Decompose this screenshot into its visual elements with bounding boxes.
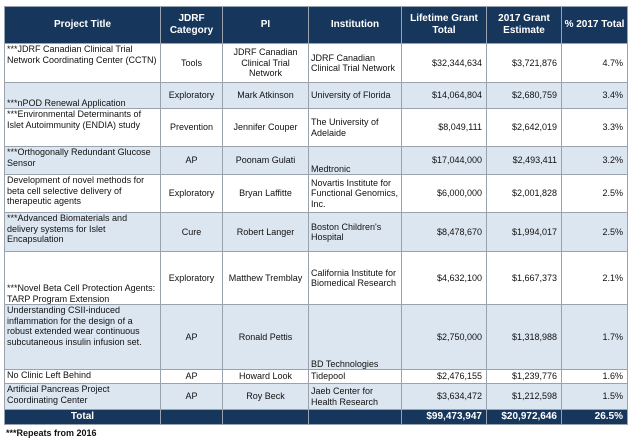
cell-title: Artificial Pancreas Project Coordinating Center <box>5 384 161 410</box>
cell-title: ***Advanced Biomaterials and delivery systems for Islet Encapsulation <box>5 213 161 252</box>
cell-lifetime: $32,344,634 <box>402 44 487 83</box>
cell-2017: $1,994,017 <box>487 213 562 252</box>
table-row <box>5 44 628 83</box>
table-row <box>5 213 628 252</box>
cell-2017: $2,680,759 <box>487 83 562 109</box>
cell-category: AP <box>161 147 223 175</box>
cell-2017: $1,667,373 <box>487 252 562 305</box>
cell-pct: 3.3% <box>562 109 628 147</box>
total-label: Total <box>5 410 161 425</box>
cell-pi: Matthew Tremblay <box>223 252 309 305</box>
cell-pi: Howard Look <box>223 370 309 384</box>
cell-pi: Jennifer Couper <box>223 109 309 147</box>
cell-title: ***nPOD Renewal Application <box>5 83 161 109</box>
cell-pi: Bryan Laffitte <box>223 175 309 213</box>
total-pct: 26.5% <box>562 410 628 425</box>
header-2017-estimate: 2017 Grant Estimate <box>487 7 562 44</box>
total-lifetime: $99,473,947 <box>402 410 487 425</box>
cell-2017: $2,642,019 <box>487 109 562 147</box>
total-empty-institution <box>309 410 402 425</box>
table-row <box>5 252 628 305</box>
header-pct-total: % 2017 Total <box>562 7 628 44</box>
header-row <box>5 7 628 44</box>
cell-pct: 1.7% <box>562 305 628 370</box>
cell-pi: JDRF Canadian Clinical Trial Network <box>223 44 309 83</box>
cell-pct: 2.5% <box>562 175 628 213</box>
table-row <box>5 109 628 147</box>
cell-title: ***Novel Beta Cell Protection Agents: TARP Program Extension <box>5 252 161 305</box>
cell-pct: 1.5% <box>562 384 628 410</box>
cell-2017: $3,721,876 <box>487 44 562 83</box>
cell-pct: 1.6% <box>562 370 628 384</box>
cell-2017: $2,001,828 <box>487 175 562 213</box>
total-row <box>5 410 628 425</box>
header-institution: Institution <box>309 7 402 44</box>
cell-pi: Roy Beck <box>223 384 309 410</box>
cell-lifetime: $4,632,100 <box>402 252 487 305</box>
cell-lifetime: $8,478,670 <box>402 213 487 252</box>
cell-pct: 2.5% <box>562 213 628 252</box>
cell-pct: 2.1% <box>562 252 628 305</box>
cell-institution: University of Florida <box>309 83 402 109</box>
grant-table <box>4 6 628 425</box>
cell-category: AP <box>161 305 223 370</box>
cell-title: Development of novel methods for beta cell selective delivery of therapeutic agents <box>5 175 161 213</box>
cell-pi: Poonam Gulati <box>223 147 309 175</box>
cell-2017: $1,239,776 <box>487 370 562 384</box>
cell-title: ***Environmental Determinants of Islet Autoimmunity (ENDIA) study <box>5 109 161 147</box>
total-empty-pi <box>223 410 309 425</box>
cell-institution: The University of Adelaide <box>309 109 402 147</box>
table-row <box>5 305 628 370</box>
cell-pi: Robert Langer <box>223 213 309 252</box>
cell-lifetime: $3,634,472 <box>402 384 487 410</box>
cell-category: Exploratory <box>161 83 223 109</box>
cell-institution: BD Technologies <box>309 305 402 370</box>
header-lifetime-total: Lifetime Grant Total <box>402 7 487 44</box>
header-project-title: Project Title <box>5 7 161 44</box>
header-pi: PI <box>223 7 309 44</box>
total-empty-category <box>161 410 223 425</box>
table-row <box>5 370 628 384</box>
cell-institution: Tidepool <box>309 370 402 384</box>
table-row <box>5 175 628 213</box>
cell-category: Cure <box>161 213 223 252</box>
table-row <box>5 384 628 410</box>
header-category: JDRF Category <box>161 7 223 44</box>
cell-lifetime: $2,476,155 <box>402 370 487 384</box>
cell-2017: $2,493,411 <box>487 147 562 175</box>
cell-title: Understanding CSII-induced inflammation for the design of a robust extended wear continuous subcutaneous insulin infusion set. <box>5 305 161 370</box>
cell-pct: 3.4% <box>562 83 628 109</box>
cell-category: Exploratory <box>161 175 223 213</box>
cell-institution: California Institute for Biomedical Research <box>309 252 402 305</box>
table-row <box>5 83 628 109</box>
cell-category: AP <box>161 370 223 384</box>
cell-pct: 3.2% <box>562 147 628 175</box>
cell-lifetime: $6,000,000 <box>402 175 487 213</box>
cell-institution: JDRF Canadian Clinical Trial Network <box>309 44 402 83</box>
grant-table-container <box>4 6 627 425</box>
cell-institution: Boston Children's Hospital <box>309 213 402 252</box>
cell-2017: $1,318,988 <box>487 305 562 370</box>
cell-2017: $1,212,598 <box>487 384 562 410</box>
cell-category: Prevention <box>161 109 223 147</box>
cell-pi: Ronald Pettis <box>223 305 309 370</box>
cell-lifetime: $17,044,000 <box>402 147 487 175</box>
table-row <box>5 147 628 175</box>
cell-institution: Jaeb Center for Health Research <box>309 384 402 410</box>
footnote: ***Repeats from 2016 <box>6 428 97 438</box>
cell-category: AP <box>161 384 223 410</box>
total-2017: $20,972,646 <box>487 410 562 425</box>
cell-institution: Medtronic <box>309 147 402 175</box>
cell-lifetime: $14,064,804 <box>402 83 487 109</box>
cell-title: ***Orthogonally Redundant Glucose Sensor <box>5 147 161 175</box>
cell-category: Tools <box>161 44 223 83</box>
cell-lifetime: $8,049,111 <box>402 109 487 147</box>
cell-title: No Clinic Left Behind <box>5 370 161 384</box>
cell-pct: 4.7% <box>562 44 628 83</box>
cell-pi: Mark Atkinson <box>223 83 309 109</box>
cell-lifetime: $2,750,000 <box>402 305 487 370</box>
cell-title: ***JDRF Canadian Clinical Trial Network Coordinating Center (CCTN) <box>5 44 161 83</box>
cell-institution: Novartis Institute for Functional Genomics, Inc. <box>309 175 402 213</box>
cell-category: Exploratory <box>161 252 223 305</box>
